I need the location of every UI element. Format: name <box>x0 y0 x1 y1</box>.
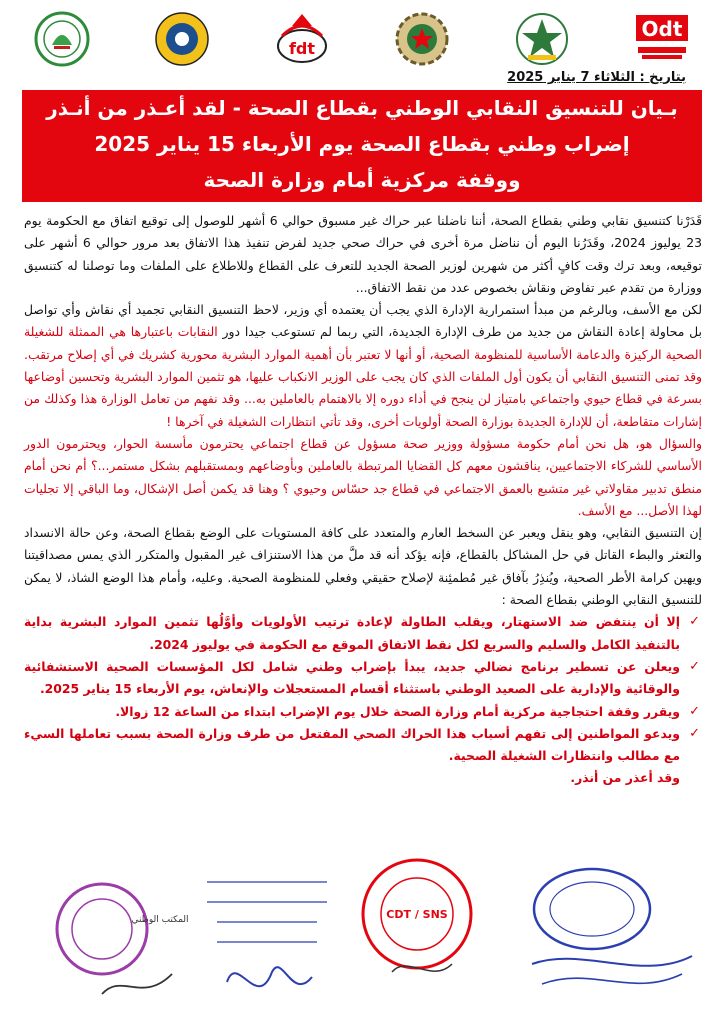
paragraph-question: والسؤال هو، هل نحن أمام حكومة مسؤولة ووزير صحة مسؤول عن قطاع اجتماعي يحترمون مأسسة الحوار، ويحترمون الدور الأساسي للشركاء الاجتماعيين، يناقشون معهم كل القضايا المرتبطة بالعاملين وبأوضاعهم وبمستقبلهم بشكل مستمر...؟ أم نحن أمام منطق تدبير مقاولاتي غير متشبع بالعمق الاجتماعي في قطاع جد حسّاس وحيوي ؟ وهنا قد يكمن أصل الإشكال، وما الباقي إلا تجليات لهذا الأصل... مع الأسف. <box>24 435 702 518</box>
stamp-national-office-left <box>42 854 192 1004</box>
paragraph-intro: قَدَرْنا كتنسيق نقابي وطني بقطاع الصحة، أننا ناضلنا عبر حراك غير مسبوق حوالي 6 أشهر للوصول إلى توقيع اتفاق مع الحكومة يوم 23 يوليوز 2024، وقَدَرُنا اليوم أن نناضل مرة أخرى في حراك صحي جديد لفرض تنفيذ هذا الاتفاق بعد مرور حوالي 6 أشهر على توقيعه، وبعد ترك وقت كافٍ أكثر من شهرين لوزير الصحة الجديد للتعرف على القطاع وللاطلاع على الملفات وما توصلنا له كتنسيق ووزارة من تقدم عبر تفاوض ونقاش بخصوص عدد من نقط الاتفاق... <box>24 213 702 295</box>
document-date: بتاريخ : الثلاثاء 7 يناير 2025 <box>507 70 686 85</box>
odt-logo <box>630 9 694 69</box>
paragraph-position: إن التنسيق النقابي، وهو ينقل ويعبر عن السخط العارم والمتعدد على كافة المستويات على الوضع بقطاع الصحة، وعن حالة الانسداد والتعثر والبطء القاتل في حل المشاكل بالقطاع، فإنه يؤكد أنه قد ملَّ من هذا الاستنزاف غير المقبول والمتكرر الذي يمس مصداقيتنا ويهين كرامة الأطر الصحية، ويُنذِرُ بآفاق غير مُطمئِنة لإصلاح حقيقي وفعلي للمنظومة الصحية. وعليه، وأمام هذا الوضع الشاذ، لا يمكن للتنسيق النقابي الوطني بقطاع الصحة : <box>24 525 702 608</box>
svg-text:fdt: fdt <box>288 39 316 58</box>
banner-line-2: إضراب وطني بقطاع الصحة يوم الأربعاء 15 يناير 2025 <box>94 132 630 156</box>
demand-item: ✓ إلا أن ينتفض ضد الاستهتار، ويقلب الطاولة لإعادة ترتيب الأولويات وأوَّلُها تثمين الموارد البشرية بداية بالتنفيذ الكامل والسليم والسريع لكل نقط الاتفاق الموقع مع الحكومة في يوليوز 2024. <box>24 611 702 656</box>
logos-row <box>30 8 694 70</box>
stamp-cdt-sns-text: CDT / SNS <box>386 908 448 921</box>
paragraph-critique <box>24 299 702 433</box>
checkmark-icon: ✓ <box>689 658 700 674</box>
checkmark-icon: ✓ <box>689 614 700 630</box>
demand-item: ✓ ويدعو المواطنين إلى تفهم أسباب هذا الحراك الصحي المفتعل من طرف وزارة الصحة بسبب تعاملها السيء مع مطالب وانتظارات الشغيلة الصحية. <box>24 723 702 768</box>
paragraph-critique-part2: النقابات باعتبارها هي الممثلة للشغيلة الصحية الركيزة والدعامة الأساسية للمنظومة الصحية، أو أنها لا تعتبر بأن أهمية الموارد البشرية محورية كشريك في أي إصلاح مرتقب. وقد تمنى التنسيق النقابي أن يكون أول الملفات الذي كان يجب على الوزير الانكباب عليها، هو تثمين الموارد البشرية وتحسين أوضاعها بسرعة في قطاع حيوي واجتماعي بامتياز لن ينجح في أداء دوره إلا بالاهتمام بالعاملين به... وقد نفهم من تعامل الوزارة هذا وكذلك من إشارات متقاطعة، أن للإدارة الجديدة بوزارة الصحة أولويات أخرى، وقد تأتي انتظارات الشغيلة في آخرها ! <box>24 324 702 429</box>
banner-line-1: بـيان للتنسيق النقابي الوطني بقطاع الصحة - لقد أعـذر من أنـذر <box>46 96 678 120</box>
odt-logo-text: Odt <box>641 17 683 41</box>
statement-body <box>24 210 702 790</box>
demand-item: ✓ ويقرر وقفة احتجاجية مركزية أمام وزارة الصحة خلال يوم الإضراب ابتداء من الساعة 12 زوالا. <box>24 701 702 723</box>
stamp-independent-nurses <box>522 854 702 1004</box>
stamps-area <box>22 854 702 1014</box>
checkmark-icon: ✓ <box>689 703 700 719</box>
stamp-cdt-sns <box>352 854 482 984</box>
demands-list <box>24 611 702 767</box>
banner-line-3: ووقفة مركزية أمام وزارة الصحة <box>203 168 521 192</box>
fdt-logo <box>270 9 334 69</box>
paragraph-critique-part1: لكن مع الأسف، وبالرغم من مبدأ استمرارية الإدارة الذي يجب أن يعتمده أي وزير، لاحظ التنسيق النقابي تجميد أي نقاش وأي تواصل بل محاولة إعادة النقاش من جديد من طرف الإدارة الجديدة، التي ربما لم تستوعب جيدا دور <box>24 302 702 340</box>
checkmark-icon: ✓ <box>689 725 700 741</box>
stamp-federation-health <box>197 862 337 1012</box>
title-banner <box>22 90 702 202</box>
union-green-star-logo <box>510 9 574 69</box>
union-green-circle-logo <box>30 9 94 69</box>
closing-line: وقد أعذر من أنذر. <box>570 770 680 786</box>
demand-item: ✓ ويعلن عن تسطير برنامج نضالي جديد، يبدأ بإضراب وطني شامل لكل المؤسسات الصحية الاستشفائية والوقائية والإدارية على الصعيد الوطني باستثناء أقسام المستعجلات والإنعاش، يوم الأربعاء 15 يناير 2025. <box>24 656 702 701</box>
union-gear-logo <box>390 9 454 69</box>
union-yellow-emblem-logo <box>150 9 214 69</box>
stamp-national-office-text: المكتب الوطني <box>131 915 189 925</box>
